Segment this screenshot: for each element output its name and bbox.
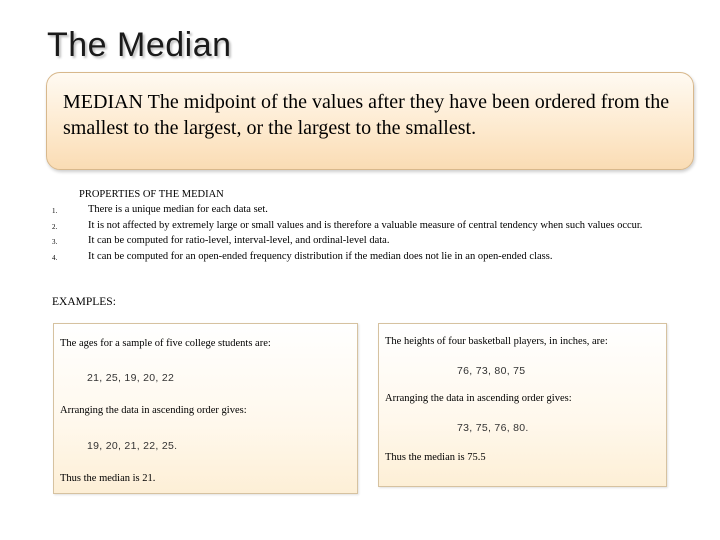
definition-box [46,72,694,170]
property-number: 1. [52,207,58,215]
property-text: It can be computed for ratio-level, interval-level, and ordinal-level data. [88,235,390,246]
example-arranging: Arranging the data in ascending order gives: [60,405,247,416]
properties-list [52,204,662,266]
definition-text: MEDIAN The midpoint of the values after they have been ordered from the smallest to the largest, or the largest to the smallest. [63,91,670,139]
property-item [52,235,662,248]
property-number: 4. [52,253,58,262]
slide-title: The Median [47,26,232,64]
property-text: There is a unique median for each data set. [88,204,268,215]
property-item [52,204,662,217]
example-sorted: 73, 75, 76, 80. [457,422,529,434]
property-item [52,220,662,233]
examples-label: EXAMPLES: [52,296,116,308]
example-ages-box [53,323,358,494]
example-result: Thus the median is 21. [60,473,156,484]
property-text: It can be computed for an open-ended frequency distribution if the median does not lie in an open-ended class. [88,250,553,262]
property-number: 3. [52,238,58,246]
property-number: 2. [52,222,58,231]
example-intro: The heights of four basketball players, in inches, are: [385,336,608,347]
property-text: It is not affected by extremely large or small values and is therefore a valuable measure of central tendency when such values occur. [88,219,643,231]
properties-heading: PROPERTIES OF THE MEDIAN [79,189,224,200]
property-item [52,251,662,264]
example-sorted: 19, 20, 21, 22, 25. [87,440,178,452]
example-result: Thus the median is 75.5 [385,452,486,463]
example-heights-box [378,323,667,487]
example-data: 21, 25, 19, 20, 22 [87,372,175,384]
example-data: 76, 73, 80, 75 [457,365,526,377]
example-arranging: Arranging the data in ascending order gives: [385,393,572,404]
example-intro: The ages for a sample of five college students are: [60,338,271,349]
